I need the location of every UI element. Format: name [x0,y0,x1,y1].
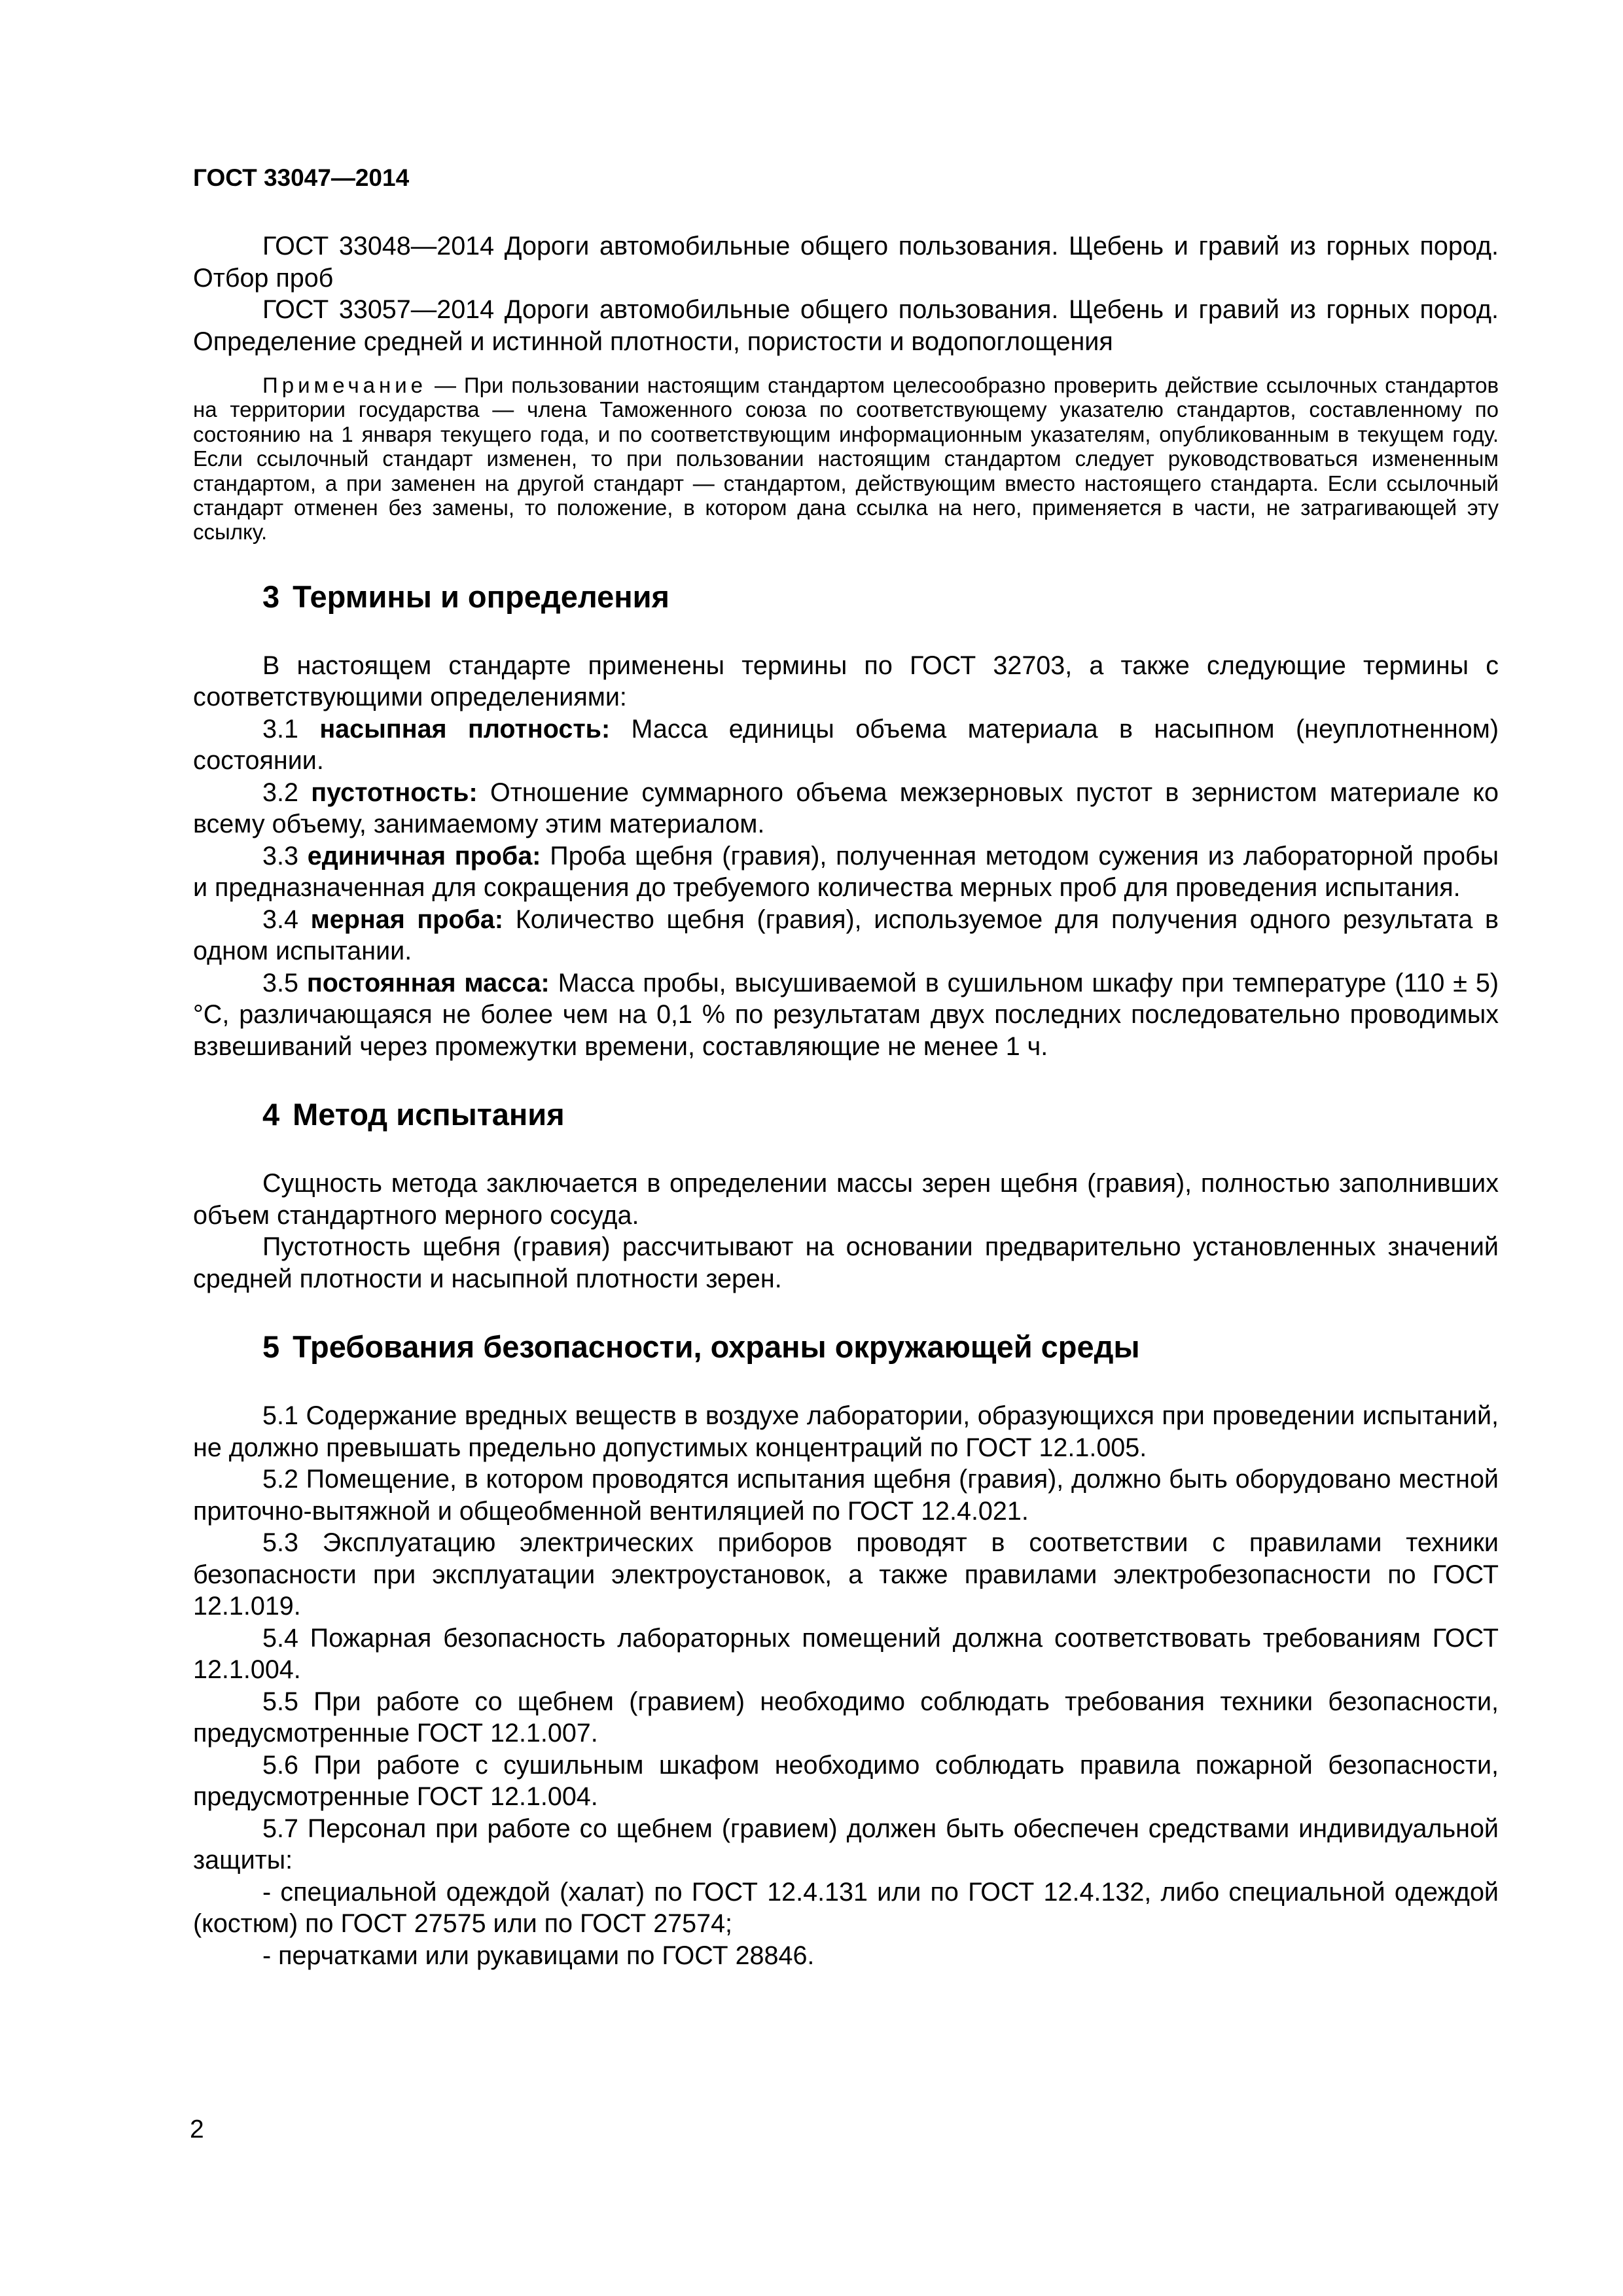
note-label: Примечание [262,373,427,397]
term-number: 3.3 [262,841,298,870]
term-name: насыпная плотность: [319,714,611,744]
term-definition [193,904,1499,967]
term-text: Масса пробы, высушиваемой в сушильном шкафу при температуре (110 ± 5) °С, различающаяся не более чем на 0,1 % по результатам двух последних последовательно проводимых взвешиваний через промежутки времени, составляющие не менее 1 ч. [193,968,1499,1061]
section-title: Метод испытания [293,1097,565,1132]
reference-entry: ГОСТ 33048—2014 Дороги автомобильные общего пользования. Щебень и гравий из горных пород. Отбор проб [193,232,1499,293]
term-definition [193,840,1499,904]
requirement-item: 5.7 Персонал при работе со щебнем (гравием) должен быть обеспечен средствами индивидуальной защиты: [193,1814,1499,1875]
term-name: мерная проба: [310,905,504,934]
section-3-intro: В настоящем стандарте применены термины по ГОСТ 32703, а также следующие термины с соответствующими определениями: [193,651,1499,712]
requirement-item: 5.5 При работе со щебнем (гравием) необходимо соблюдать требования техники безопасности, предусмотренные ГОСТ 12.1.007. [193,1687,1499,1748]
term-name: пустотность: [311,778,478,807]
page-number: 2 [190,2115,204,2144]
term-definition [193,713,1499,777]
section-number: 4 [262,1097,280,1132]
requirement-item: 5.2 Помещение, в котором проводятся испытания щебня (гравия), должно быть оборудовано местной приточно-вытяжной и общеобменной вентиляцией по ГОСТ 12.4.021. [193,1465,1499,1526]
term-number: 3.5 [262,968,298,997]
document-body [193,230,1499,1971]
term-text: Количество щебня (гравия), используемое для получения одного результата в одном испытании. [193,905,1499,966]
document-header: ГОСТ 33047—2014 [193,164,410,191]
note-text: При пользовании настоящим стандартом целесообразно проверить действие ссылочных стандартов на территории государства — члена Таможенного союза по соответствующему указателю стандартов, составленному по состоянию на 1 января текущего года, и по соответствующим информационным указателям, опубликованным в текущем году. Если ссылочный стандарт изменен, то при пользовании настоящим стандартом следует руководствоваться измененным стандартом, а при заменен на другой стандарт — стандартом, действующим вместо настоящего стандарта. Если ссылочный стандарт отменен без замены, то положение, в котором дана ссылка на него, применяется в части, не затрагивающей эту ссылку. [193,373,1499,545]
section-4-heading [193,1095,1499,1134]
term-definition [193,967,1499,1063]
reference-entry: ГОСТ 33057—2014 Дороги автомобильные общего пользования. Щебень и гравий из горных пород. Определение средней и истинной плотности, пористости и водопоглощения [193,295,1499,356]
section-title: Требования безопасности, охраны окружающей среды [293,1329,1140,1365]
term-number: 3.2 [262,778,298,807]
term-definition [193,777,1499,840]
requirement-item: 5.6 При работе с сушильным шкафом необходимо соблюдать правила пожарной безопасности, предусмотренные ГОСТ 12.1.004. [193,1750,1499,1812]
section-number: 5 [262,1329,280,1365]
term-number: 3.4 [262,905,298,934]
note [193,373,1499,545]
requirement-item: 5.3 Эксплуатацию электрических приборов проводят в соответствии с правилами техники безопасности при эксплуатации электроустановок, а также правилами электробезопасности по ГОСТ 12.1.019. [193,1528,1499,1621]
list-item: - специальной одеждой (халат) по ГОСТ 12.4.131 или по ГОСТ 12.4.132, либо специальной одеждой (костюм) по ГОСТ 27575 или по ГОСТ 27574; [193,1877,1499,1939]
term-text: Отношение суммарного объема межзерновых пустот в зернистом материале ко всему объему, занимаемому этим материалом. [193,778,1499,839]
term-text: Масса единицы объема материала в насыпном (неуплотненном) состоянии. [193,714,1499,776]
paragraph: Пустотность щебня (гравия) рассчитывают на основании предварительно установленных значений средней плотности и насыпной плотности зерен. [193,1232,1499,1293]
section-number: 3 [262,579,280,614]
paragraph: Сущность метода заключается в определении массы зерен щебня (гравия), полностью заполнивших объем стандартного мерного сосуда. [193,1169,1499,1230]
list-item: - перчатками или рукавицами по ГОСТ 28846. [262,1941,815,1970]
term-name: постоянная масса: [306,968,550,997]
term-number: 3.1 [262,714,298,744]
section-5-heading [193,1327,1499,1367]
section-3-heading [193,577,1499,617]
term-text: Проба щебня (гравия), полученная методом сужения из лабораторной пробы и предназначенная для сокращения до требуемого количества мерных проб для проведения испытания. [193,841,1499,903]
requirement-item: 5.1 Содержание вредных веществ в воздухе лаборатории, образующихся при проведении испытаний, не должно превышать предельно допустимых концентраций по ГОСТ 12.1.005. [193,1401,1499,1462]
requirement-item: 5.4 Пожарная безопасность лабораторных помещений должна соответствовать требованиям ГОСТ 12.1.004. [193,1623,1499,1685]
note-dash: — [427,373,464,397]
term-name: единичная проба: [307,841,541,870]
section-title: Термины и определения [293,579,669,614]
